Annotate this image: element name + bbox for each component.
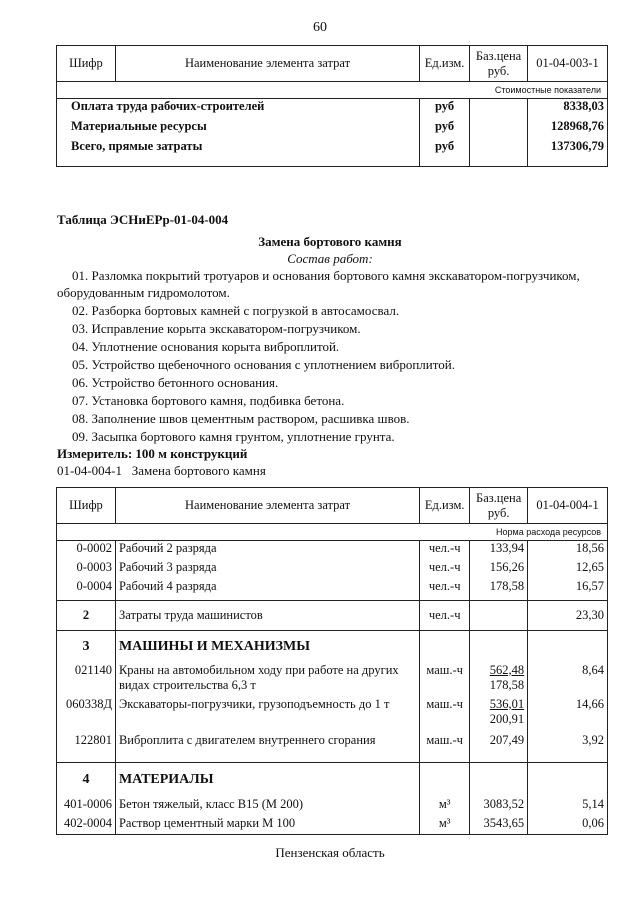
row-name: Рабочий 2 разряда <box>115 541 419 560</box>
work-item: 04. Уплотнение основания корыта виброплитой. <box>72 339 340 354</box>
row-price: 562,48 <box>489 662 525 677</box>
measure-unit: Измеритель: 100 м конструкций <box>57 446 248 461</box>
row-name: Раствор цементный марки М 100 <box>115 816 419 835</box>
row-name: Виброплита с двигателем внутреннего сгорания <box>115 733 419 763</box>
row-price: 207,49 <box>470 733 528 763</box>
row-unit: чел.-ч <box>420 541 470 560</box>
table-note: Норма расхода ресурсов <box>57 524 608 541</box>
work-item: 08. Заполнение швов цементным раствором, расшивка швов. <box>72 411 410 426</box>
row-price: 3543,65 <box>470 816 528 835</box>
row-value: 128968,76 <box>528 119 608 139</box>
row-price: 3083,52 <box>470 797 528 816</box>
row-name: Оплата труда рабочих-строителей <box>71 99 265 113</box>
row-unit: чел.-ч <box>420 579 470 601</box>
row-value: 8,64 <box>528 663 608 697</box>
row-unit: руб <box>420 139 470 167</box>
row-price-secondary: 200,91 <box>489 711 525 726</box>
row-value: 12,65 <box>528 560 608 579</box>
header-base-price: Баз.цена руб. <box>470 46 528 82</box>
row-value: 8338,03 <box>528 99 608 119</box>
row-code: 401-0006 <box>57 797 116 816</box>
work-item: 02. Разборка бортовых камней с погрузкой в автосамосвал. <box>72 303 400 318</box>
row-name: МАШИНЫ И МЕХАНИЗМЫ <box>115 631 419 663</box>
row-name: Экскаваторы-погрузчики, грузоподъемность до 1 т <box>115 697 419 733</box>
header-col-code: 01-04-003-1 <box>528 46 608 82</box>
row-code: 021140 <box>57 663 116 697</box>
table-row <box>57 601 608 631</box>
row-code: 0-0003 <box>57 560 116 579</box>
row-code: 2 <box>57 601 116 631</box>
work-item: 03. Исправление корыта экскаватором-погрузчиком. <box>72 321 361 336</box>
row-name: Бетон тяжелый, класс В15 (М 200) <box>115 797 419 816</box>
table-note: Стоимостные показатели <box>57 82 608 99</box>
row-unit: руб <box>420 119 470 139</box>
row-name: Материальные ресурсы <box>71 118 207 133</box>
table-title: Таблица ЭСНиЕРр-01-04-004 <box>57 212 229 227</box>
header-name: Наименование элемента затрат <box>115 46 419 82</box>
row-code: 3 <box>57 631 116 663</box>
code-line-name: Замена бортового камня <box>131 463 266 478</box>
row-price-secondary: 178,58 <box>489 677 525 692</box>
table-row <box>57 663 608 697</box>
header-col-code: 01-04-004-1 <box>528 488 608 524</box>
header-base-price: Баз.цена руб. <box>470 488 528 524</box>
header-code: Шифр <box>57 488 116 524</box>
code-line <box>57 463 266 479</box>
work-item: 09. Засыпка бортового камня грунтом, уплотнение грунта. <box>72 429 395 444</box>
work-item: оборудованным гидромолотом. <box>57 285 230 300</box>
code-line-code: 01-04-004-1 <box>57 463 122 478</box>
row-name: Рабочий 3 разряда <box>115 560 419 579</box>
table-row <box>57 797 608 816</box>
row-value: 16,57 <box>528 579 608 601</box>
section-subheading: Состав работ: <box>287 251 373 266</box>
row-value: 137306,79 <box>528 139 608 167</box>
row-value: 0,06 <box>528 816 608 835</box>
row-unit: м³ <box>420 816 470 835</box>
row-price: 178,58 <box>470 579 528 601</box>
row-code: 402-0004 <box>57 816 116 835</box>
row-unit: м³ <box>420 797 470 816</box>
table-row <box>57 631 608 663</box>
section-heading: Замена бортового камня <box>258 234 402 249</box>
table-row <box>57 697 608 733</box>
row-name: Рабочий 4 разряда <box>115 579 419 601</box>
row-unit: чел.-ч <box>420 601 470 631</box>
row-unit: чел.-ч <box>420 560 470 579</box>
row-name: Краны на автомобильном ходу при работе на других видах строительства 6,3 т <box>115 663 419 697</box>
page-footer: Пензенская область <box>275 845 385 860</box>
table-row <box>57 763 608 797</box>
row-code: 0-0004 <box>57 579 116 601</box>
header-code: Шифр <box>57 46 116 82</box>
cost-table <box>56 45 608 167</box>
work-item: 06. Устройство бетонного основания. <box>72 375 279 390</box>
work-item: 07. Установка бортового камня, подбивка бетона. <box>72 393 345 408</box>
row-code: 122801 <box>57 733 116 763</box>
table-row <box>57 119 608 139</box>
row-value: 14,66 <box>528 697 608 733</box>
row-name: МАТЕРИАЛЫ <box>115 763 419 797</box>
row-name: Затраты труда машинистов <box>115 601 419 631</box>
row-code: 0-0002 <box>57 541 116 560</box>
row-price: 156,26 <box>470 560 528 579</box>
page-number: 60 <box>313 20 327 35</box>
table-row <box>57 99 608 119</box>
header-unit: Ед.изм. <box>420 46 470 82</box>
row-unit: руб <box>420 99 470 119</box>
row-name: Всего, прямые затраты <box>71 138 203 153</box>
row-code: 4 <box>57 763 116 797</box>
row-price: 133,94 <box>470 541 528 560</box>
row-unit: маш.-ч <box>420 733 470 763</box>
row-price: 536,01 <box>489 696 525 711</box>
row-code: 060338Д <box>57 697 116 733</box>
header-unit: Ед.изм. <box>420 488 470 524</box>
table-row <box>57 816 608 835</box>
resource-table <box>56 487 608 835</box>
row-unit: маш.-ч <box>420 663 470 697</box>
row-value: 23,30 <box>528 601 608 631</box>
work-item: 05. Устройство щебеночного основания с уплотнением виброплитой. <box>72 357 455 372</box>
row-value: 18,56 <box>528 541 608 560</box>
row-value: 5,14 <box>528 797 608 816</box>
table-row <box>57 579 608 601</box>
row-unit: маш.-ч <box>420 697 470 733</box>
table-row <box>57 139 608 167</box>
work-item: 01. Разломка покрытий тротуаров и основания бортового камня экскаватором-погрузчиком, <box>72 268 580 283</box>
table-row <box>57 541 608 560</box>
row-value: 3,92 <box>528 733 608 763</box>
table-row <box>57 733 608 763</box>
table-row <box>57 560 608 579</box>
header-name: Наименование элемента затрат <box>115 488 419 524</box>
